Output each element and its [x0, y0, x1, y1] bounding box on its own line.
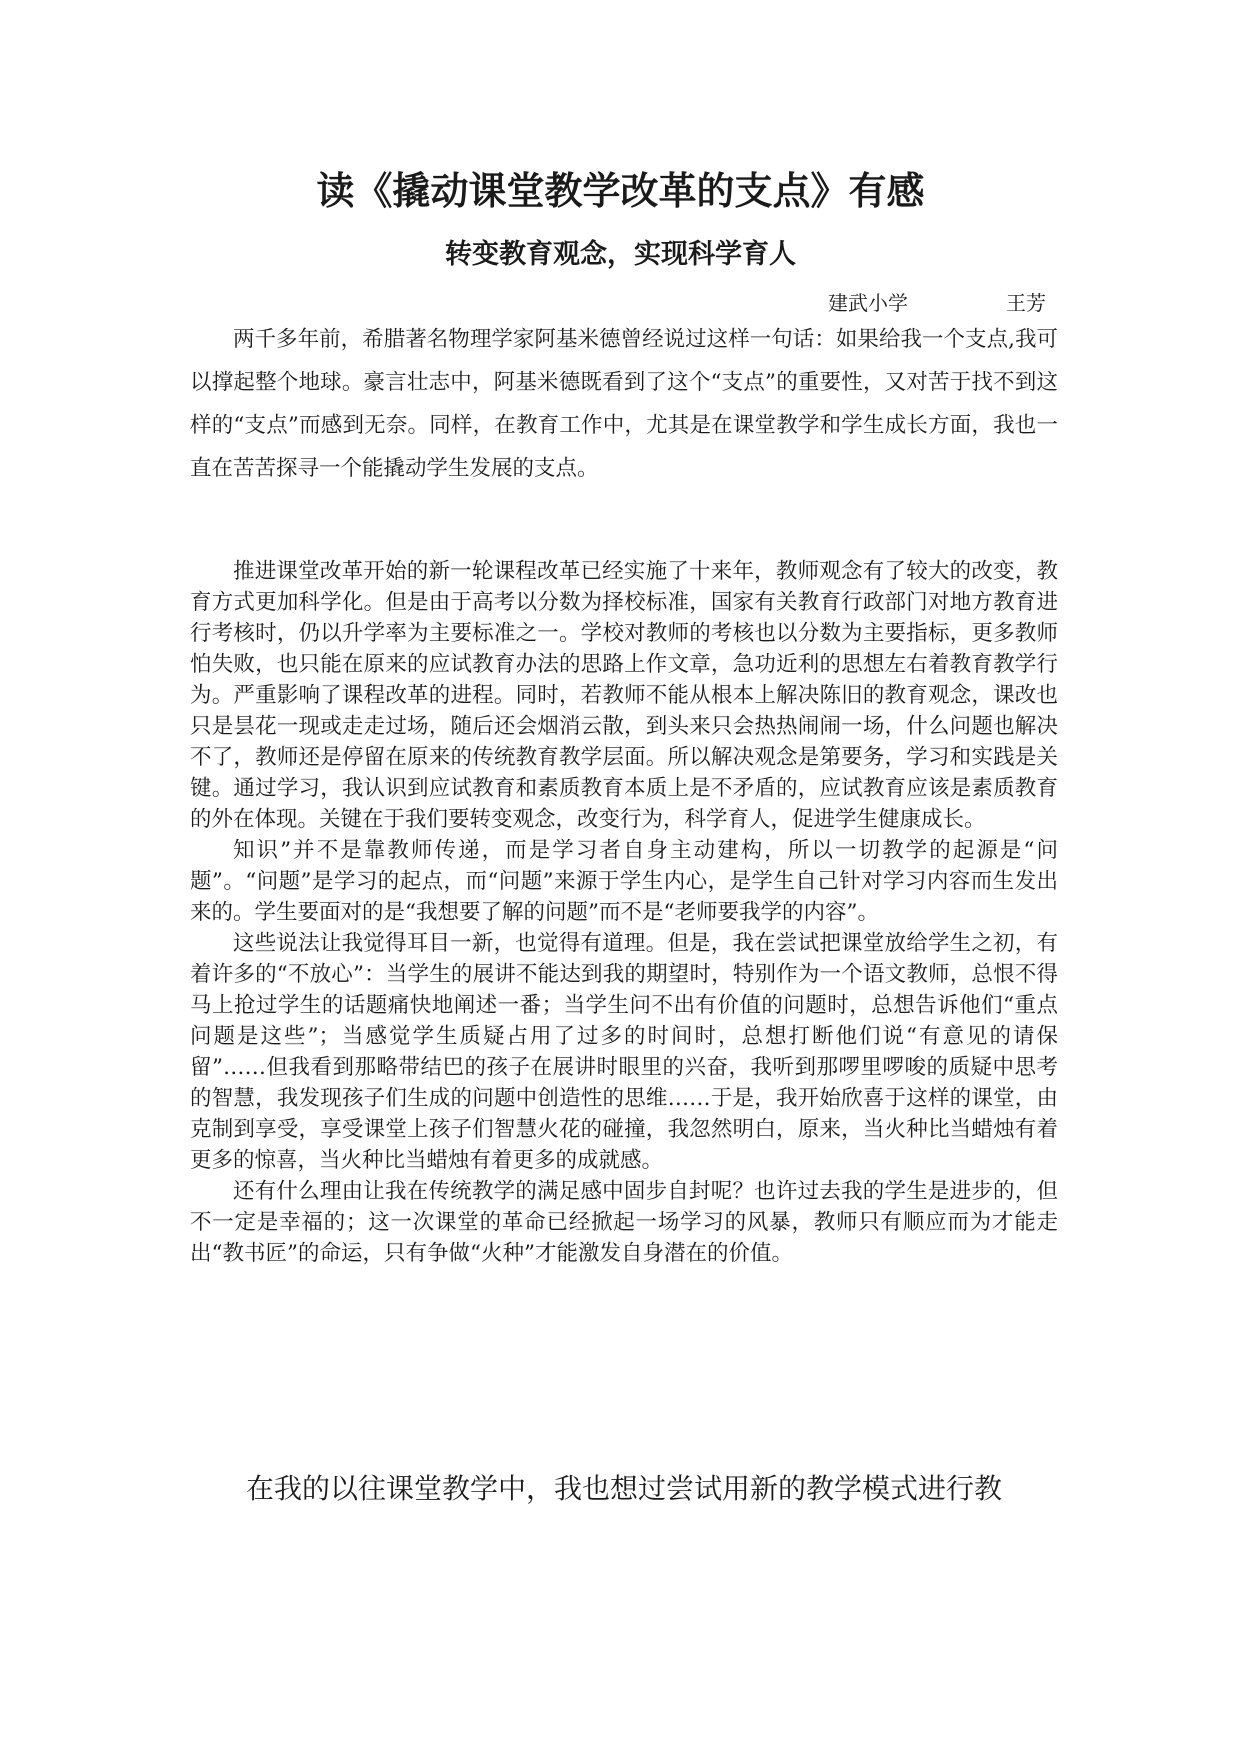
paragraph: 知识”并不是靠教师传递，而是学习者自身主动建构，所以一切教学的起源是“问题”。“问题”是学习的起点，而“问题”来源于学生内心，是学生自己针对学习内容而生发出来的。学生要面对的是“我想要了解的问题”而不是“老师要我学的内容”。	[190, 838, 1058, 925]
paragraph: 这些说法让我觉得耳目一新，也觉得有道理。但是，我在尝试把课堂放给学生之初，有着许多的“不放心”：当学生的展讲不能达到我的期望时，特别作为一个语文教师，总恨不得马上抢过学生的话题痛快地阐述一番；当学生问不出有价值的问题时，总想告诉他们“重点问题是这些”；当感觉学生质疑占用了过多的时间时，总想打断他们说“有意见的请保留”……但我看到那略带结巴的孩子在展讲时眼里的兴奋，我听到那啰里啰唆的质疑中思考的智慧，我发现孩子们生成的问题中创造性的思维……于是，我开始欣喜于这样的课堂，由克制到享受，享受课堂上孩子们智慧火花的碰撞，我忽然明白，原来，当火种比当蜡烛有着更多的惊喜，当火种比当蜡烛有着更多的成就感。	[190, 931, 1058, 1173]
paragraph-intro: 两千多年前，希腊著名物理学家阿基米德曾经说过这样一句话：如果给我一个支点,我可以撑起整个地球。豪言壮志中，阿基米德既看到了这个“支点”的重要性，又对苦于找不到这样的“支点”而感到无奈。同样，在教育工作中，尤其是在课堂教学和学生成长方面，我也一直在苦苦探寻一个能撬动学生发展的支点。	[190, 327, 1058, 481]
document-title: 读《撬动课堂教学改革的支点》有感	[316, 169, 925, 213]
paragraph: 推进课堂改革开始的新一轮课程改革已经实施了十来年，教师观念有了较大的改变，教育方式更加科学化。但是由于高考以分数为择校标准，国家有关教育行政部门对地方教育进行考核时，仍以升学率为主要标准之一。学校对教师的考核也以分数为主要指标，更多教师怕失败，也只能在原来的应试教育办法的思路上作文章，急功近利的思想左右着教育教学行为。严重影响了课程改革的进程。同时，若教师不能从根本上解决陈旧的教育观念，课改也只是昙花一现或走走过场，随后还会烟消云散，到头来只会热热闹闹一场，什么问题也解决不了，教师还是停留在原来的传统教育教学层面。所以解决观念是第要务，学习和实践是关键。通过学习，我认识到应试教育和素质教育本质上是不矛盾的，应试教育应该是素质教育的外在体现。关键在于我们要转变观念，改变行为，科学育人，促进学生健康成长。	[190, 559, 1058, 832]
paragraph: 还有什么理由让我在传统教学的满足感中固步自封呢？也许过去我的学生是进步的，但不一定是幸福的；这一次课堂的革命已经掀起一场学习的风暴，教师只有顺应而为才能走出“教书匠”的命运，只有争做“火种”才能激发自身潜在的价值。	[190, 1179, 1058, 1266]
author-name: 王芳	[1006, 291, 1046, 315]
author-school: 建武小学	[828, 291, 908, 315]
document-subtitle: 转变教育观念，实现科学育人	[445, 239, 796, 270]
paragraph-continued: 在我的以往课堂教学中，我也想过尝试用新的教学模式进行教	[246, 1472, 1003, 1505]
body-section	[190, 556, 1058, 1269]
